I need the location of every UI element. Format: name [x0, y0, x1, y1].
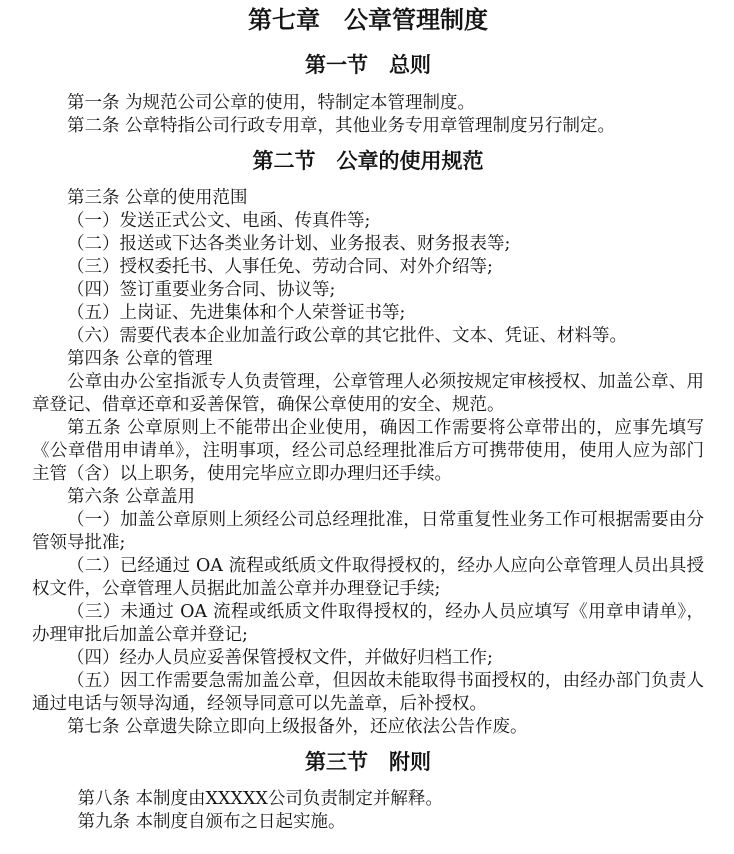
doc-paragraph: （四）经办人员应妥善保管授权文件，并做好归档工作;: [67, 648, 493, 668]
section-heading-supplementary: 第三节 附则: [305, 749, 431, 774]
doc-paragraph: 第五条 公章原则上不能带出企业使用，确因工作需要将公章带出的，应事先填写《公章借用申请单》，注明事项，经公司总经理批准后方可携带使用，使用人应为部门主管（含）以上职务，使用完毕应立即办理归还手续。: [32, 418, 704, 484]
doc-paragraph: （二）已经通过 OA 流程或纸质文件取得授权的，经办人应向公章管理人员出具授权文件，公章管理人员据此加盖公章并办理登记手续;: [32, 556, 704, 599]
doc-paragraph: （二）报送或下达各类业务计划、业务报表、财务报表等;: [67, 234, 511, 254]
doc-paragraph: （一）发送正式公文、电函、传真件等;: [67, 211, 371, 231]
doc-paragraph: （三）未通过 OA 流程或纸质文件取得授权的，经办人员应填写《用章申请单》，办理审批后加盖公章并登记;: [32, 602, 704, 645]
doc-paragraph: 第四条 公章的管理: [67, 349, 213, 369]
doc-paragraph: （四）签订重要业务合同、协议等;: [67, 280, 336, 300]
section-heading-general: 第一节 总则: [305, 52, 431, 77]
doc-paragraph: （五）因工作需要急需加盖公章，但因故未能取得书面授权的，由经办部门负责人通过电话与领导沟通，经领导同意可以先盖章，后补授权。: [32, 671, 704, 714]
doc-paragraph: 第二条 公章特指公司行政专用章，其他业务专用章管理制度另行制定。: [67, 116, 616, 136]
doc-paragraph: （三）授权委托书、人事任免、劳动合同、对外介绍等;: [67, 257, 493, 277]
doc-paragraph: （五）上岗证、先进集体和个人荣誉证书等;: [67, 303, 406, 323]
doc-paragraph: 第一条 为规范公司公章的使用，特制定本管理制度。: [67, 93, 476, 113]
doc-paragraph: 第八条 本制度由XXXXX公司负责制定并解释。: [77, 789, 443, 809]
chapter-title: 第七章 公章管理制度: [248, 5, 488, 34]
doc-paragraph: 公章由办公室指派专人负责管理，公章管理人必须按规定审核授权、加盖公章、用章登记、借章还章和妥善保管，确保公章使用的安全、规范。: [32, 372, 704, 415]
doc-paragraph: （六）需要代表本企业加盖行政公章的其它批件、文本、凭证、材料等。: [67, 326, 627, 346]
doc-paragraph: 第七条 公章遗失除立即向上级报备外，还应依法公告作废。: [67, 717, 528, 737]
section-heading-usage-rules: 第二节 公章的使用规范: [252, 148, 484, 173]
doc-paragraph: 第三条 公章的使用范围: [67, 188, 248, 208]
doc-paragraph: 第六条 公章盖用: [67, 487, 196, 507]
doc-paragraph: （一）加盖公章原则上须经公司总经理批准，日常重复性业务工作可根据需要由分管领导批准;: [32, 510, 704, 553]
doc-paragraph: 第九条 本制度自颁布之日起实施。: [77, 812, 346, 832]
